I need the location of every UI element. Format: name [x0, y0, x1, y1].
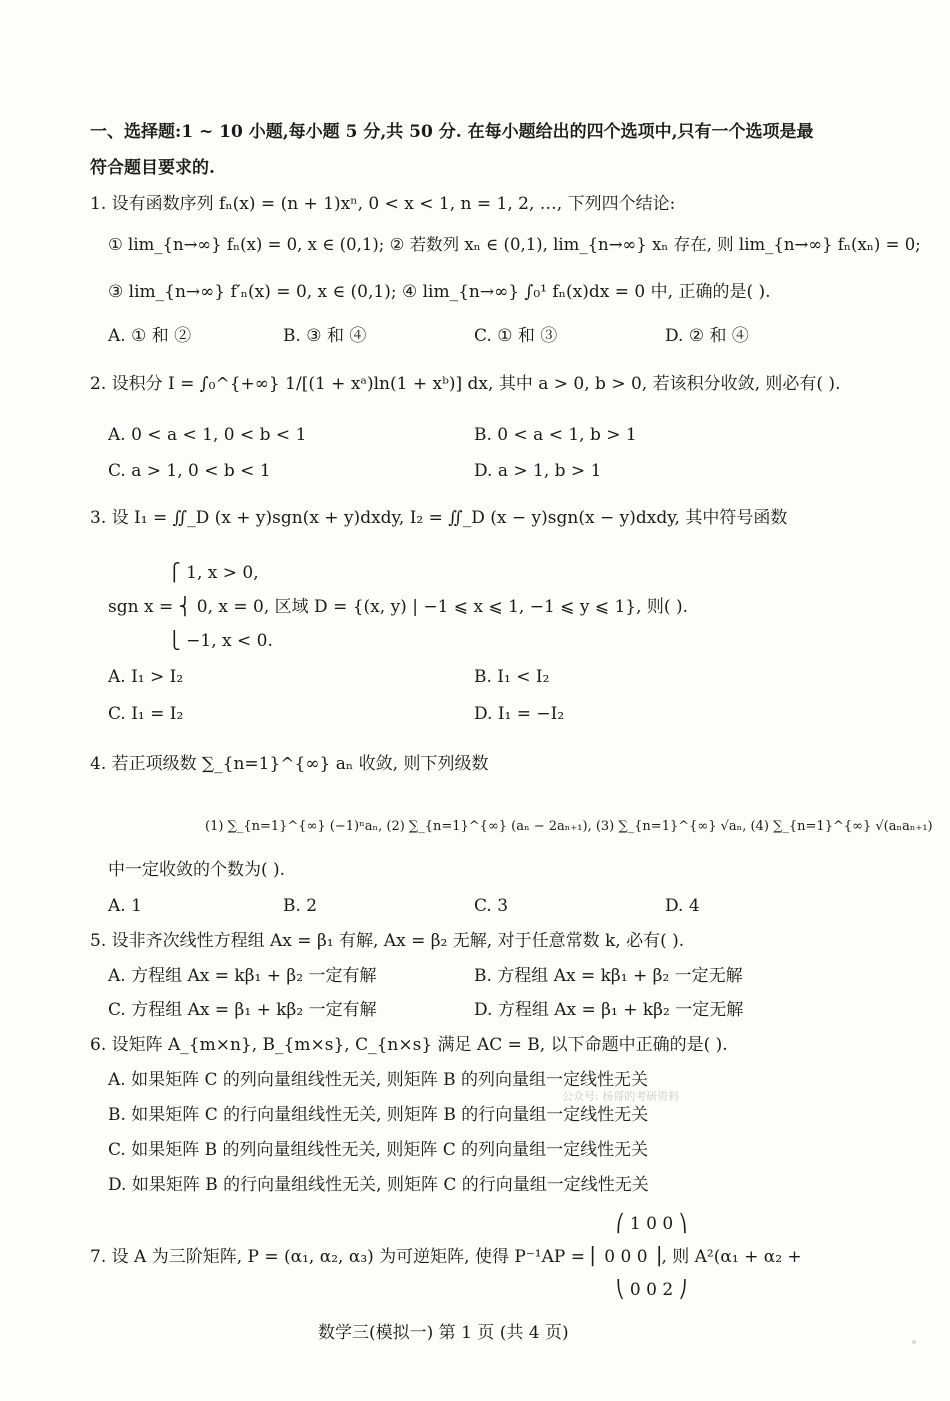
q6-stem: 6. 设矩阵 A_{m×n}, B_{m×s}, C_{n×s} 满足 AC = B, 以下命题中正确的是( ). [90, 1035, 728, 1055]
q6-option-a: A. 如果矩阵 C 的列向量组线性无关, 则矩阵 B 的列向量组一定线性无关 [108, 1070, 649, 1090]
section-header-line2: 符合题目要求的. [90, 158, 215, 178]
q4-option-a: A. 1 [108, 896, 142, 916]
q1-conditions-line2: ③ lim_{n→∞} f′ₙ(x) = 0, x ∈ (0,1); ④ lim_{n→∞} ∫₀¹ fₙ(x)dx = 0 中, 正确的是( ). [108, 282, 771, 302]
q6-option-d: D. 如果矩阵 B 的行向量组线性无关, 则矩阵 C 的行向量组一定线性无关 [108, 1175, 649, 1195]
q3-option-b: B. I₁ < I₂ [474, 667, 550, 687]
page-footer: 数学三(模拟一) 第 1 页 (共 4 页) [318, 1323, 569, 1343]
q2-option-d: D. a > 1, b > 1 [474, 461, 602, 481]
q3-stem: 3. 设 I₁ = ∬_D (x + y)sgn(x + y)dxdy, I₂ = ∬_D (x − y)sgn(x − y)dxdy, 其中符号函数 [90, 508, 788, 528]
q5-option-d: D. 方程组 Ax = β₁ + kβ₂ 一定无解 [474, 1000, 744, 1020]
q5-stem: 5. 设非齐次线性方程组 Ax = β₁ 有解, Ax = β₂ 无解, 对于任意常数 k, 必有( ). [90, 931, 685, 951]
q1-stem: 1. 设有函数序列 fₙ(x) = (n + 1)xⁿ, 0 < x < 1, n = 1, 2, …, 下列四个结论: [90, 194, 676, 214]
q2-option-b: B. 0 < a < 1, b > 1 [474, 425, 637, 445]
watermark: 公众号: 杨哥的考研资料 [562, 1090, 680, 1103]
q5-option-a: A. 方程组 Ax = kβ₁ + β₂ 一定有解 [108, 966, 377, 986]
q1-option-d: D. ② 和 ④ [665, 326, 749, 346]
q3-sgn-case1: ⎧ 1, x > 0, [168, 563, 259, 583]
q2-stem: 2. 设积分 I = ∫₀^{+∞} 1/[(1 + xᵃ)ln(1 + xᵇ)] dx, 其中 a > 0, b > 0, 若该积分收敛, 则必有( ). [90, 374, 841, 394]
q2-option-a: A. 0 < a < 1, 0 < b < 1 [108, 425, 307, 445]
q1-option-b: B. ③ 和 ④ [283, 326, 367, 346]
q7-matrix-row1: ⎛ 1 0 0 ⎞ [616, 1214, 688, 1234]
q4-stem: 4. 若正项级数 ∑_{n=1}^{∞} aₙ 收敛, 则下列级数 [90, 754, 489, 774]
q7-matrix-row3: ⎝ 0 0 2 ⎠ [616, 1280, 688, 1300]
q1-option-c: C. ① 和 ③ [474, 326, 558, 346]
q6-option-c: C. 如果矩阵 B 的列向量组线性无关, 则矩阵 C 的列向量组一定线性无关 [108, 1140, 649, 1160]
q3-option-c: C. I₁ = I₂ [108, 704, 184, 724]
q4-option-c: C. 3 [474, 896, 509, 916]
q4-option-d: D. 4 [665, 896, 700, 916]
q5-option-c: C. 方程组 Ax = β₁ + kβ₂ 一定有解 [108, 1000, 377, 1020]
q6-option-b: B. 如果矩阵 C 的行向量组线性无关, 则矩阵 B 的行向量组一定线性无关 [108, 1105, 649, 1125]
q5-option-b: B. 方程组 Ax = kβ₁ + β₂ 一定无解 [474, 966, 743, 986]
q1-option-a: A. ① 和 ② [108, 326, 192, 346]
scan-dot [912, 1340, 916, 1344]
q4-series-list: (1) ∑_{n=1}^{∞} (−1)ⁿaₙ, (2) ∑_{n=1}^{∞} (aₙ − 2aₙ₊₁), (3) ∑_{n=1}^{∞} √aₙ, (4) ∑_{n=1}^{∞} √(aₙaₙ₊₁) [205, 819, 933, 834]
q7-stem: 7. 设 A 为三阶矩阵, P = (α₁, α₂, α₃) 为可逆矩阵, 使得 P⁻¹AP = ⎜ 0 0 0 ⎟, 则 A²(α₁ + α₂ + [90, 1247, 802, 1267]
q3-sgn-case3: ⎩ −1, x < 0. [168, 631, 273, 651]
section-header-line1: 一、选择题:1 ~ 10 小题,每小题 5 分,共 50 分. 在每小题给出的四个选项中,只有一个选项是最 [90, 122, 814, 142]
q4-tail: 中一定收敛的个数为( ). [108, 860, 286, 880]
q1-conditions-line1: ① lim_{n→∞} fₙ(x) = 0, x ∈ (0,1); ② 若数列 xₙ ∈ (0,1), lim_{n→∞} xₙ 存在, 则 lim_{n→∞} fₙ(xₙ) = 0; [108, 235, 921, 254]
q3-sgn-case2: sgn x = ⎨ 0, x = 0, 区域 D = {(x, y) | −1 ⩽ x ⩽ 1, −1 ⩽ y ⩽ 1}, 则( ). [108, 597, 688, 617]
q3-option-d: D. I₁ = −I₂ [474, 704, 565, 724]
q4-option-b: B. 2 [283, 896, 318, 916]
q2-option-c: C. a > 1, 0 < b < 1 [108, 461, 271, 481]
q3-option-a: A. I₁ > I₂ [108, 667, 184, 687]
